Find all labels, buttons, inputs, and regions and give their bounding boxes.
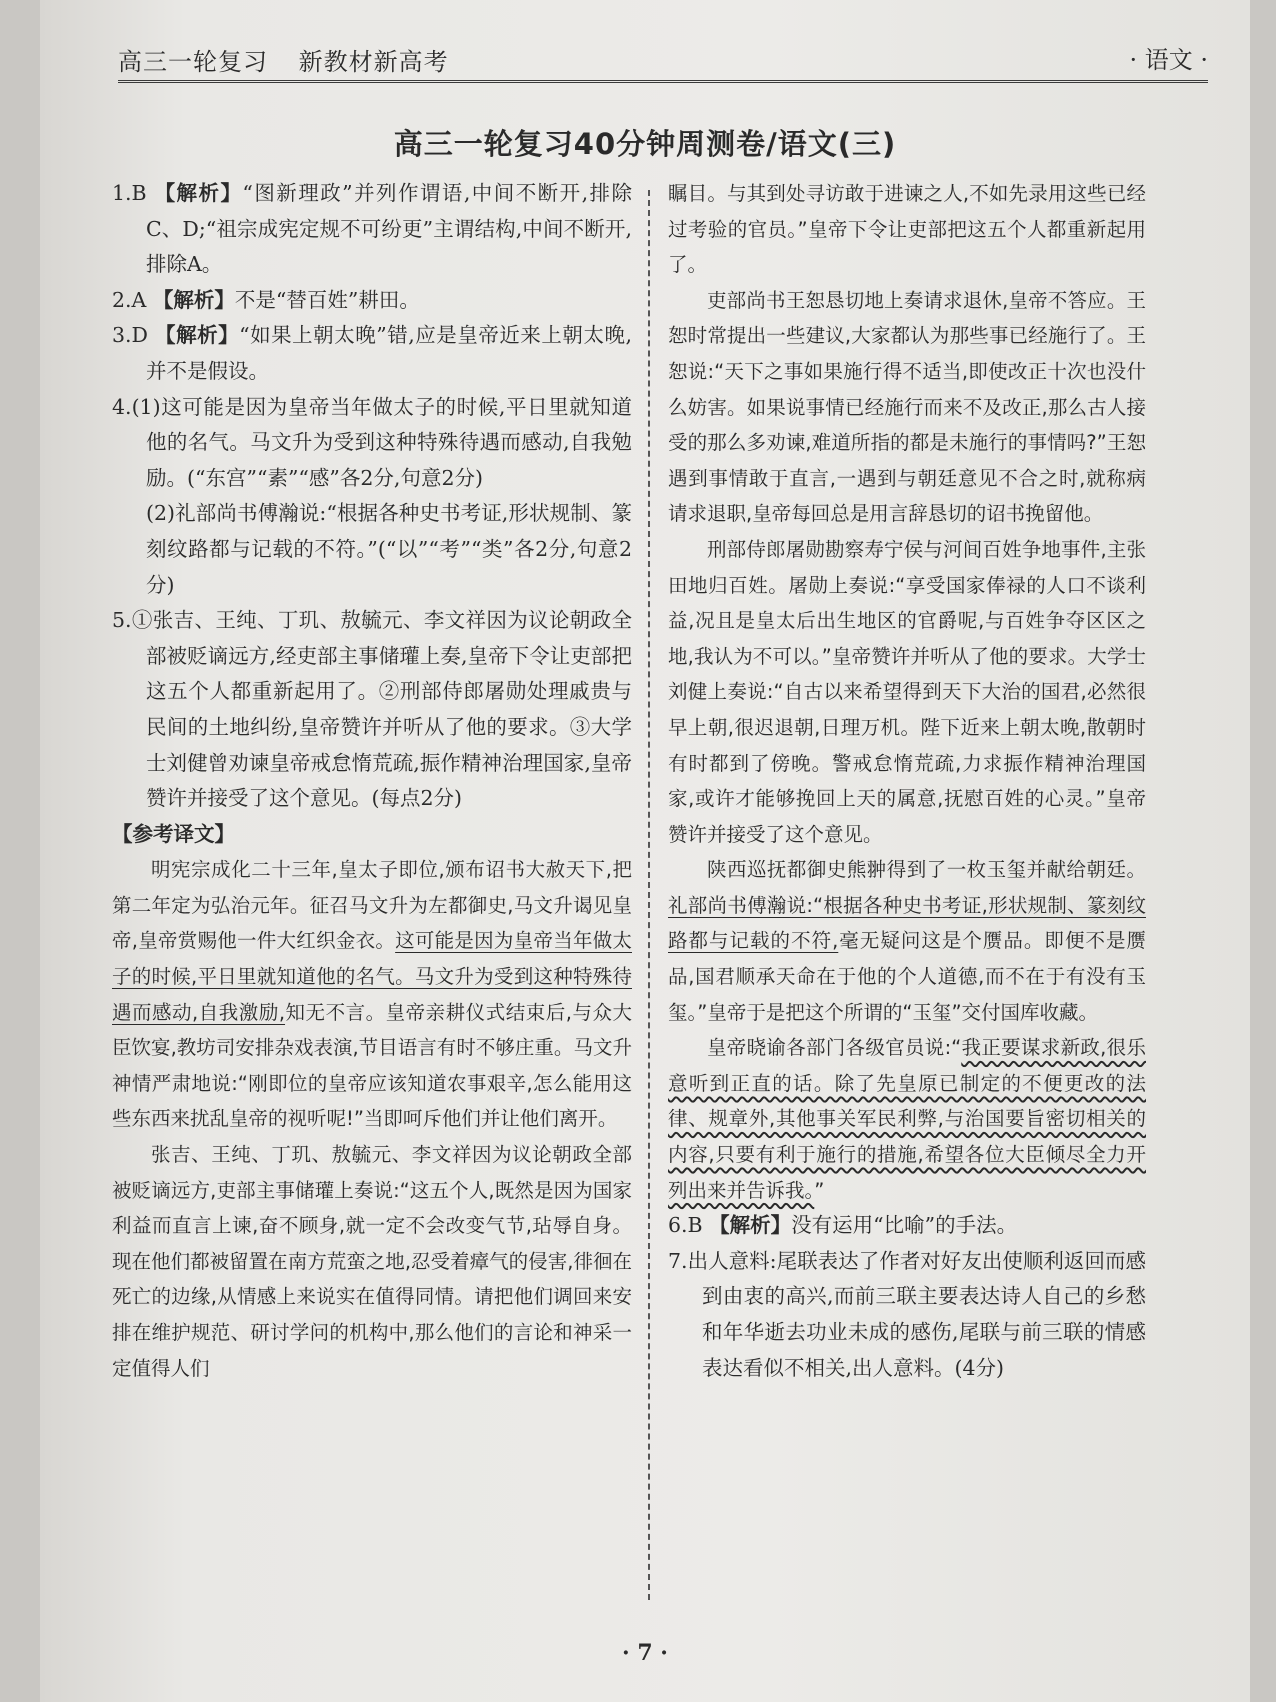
translation-text: 刑部侍郎屠勋勘察寿宁侯与河间百姓争地事件,主张田地归百姓。屠勋上奏说:“享受国家俸禄的人口不谈利益,况且是皇太后出生地区的官爵呢,与百姓争夺区区之地,我认为不可以。”皇帝赞许并听从了他的要求。大学士刘健上奏说:“自古以来希望得到天下大治的国君,必然很早上朝,很迟退朝,日理万机。陛下近来上朝太晚,散朝时有时都到了傍晚。警戒怠惰荒疏,力求振作精神治理国家,或许才能够挽回上天的属意,抚慰百姓的心灵。”皇帝赞许并接受了这个意见。 xyxy=(668,537,1146,846)
answer-text: “如果上朝太晚”错,应是皇帝近来上朝太晚,并不是假设。 xyxy=(146,323,632,383)
answer-text: (1)这可能是因为皇帝当年做太子的时候,平日里就知道他的名气。马文升为受到这种特殊待遇而感动,自我勉励。(“东宫”“素”“感”各2分,句意2分) xyxy=(131,394,632,490)
page-header xyxy=(118,42,1208,83)
translation-wavy-underlined: 我正要谋求新政,很乐意听到正直的话。除了先皇原已制定的不便更改的法律、规章外,其他事关军民利弊,与治国要旨密切相关的内容,只要有利于施行的措施,希望各位大臣倾尽全力开列出来并告诉我。 xyxy=(668,1036,1146,1202)
translation-text: 皇帝晓谕各部门各级官员说:“ xyxy=(707,1036,962,1060)
translation-paragraph xyxy=(668,176,1146,283)
answer-text: 不是“替百姓”耕田。 xyxy=(234,287,420,312)
answer-number: 1.B xyxy=(112,181,147,205)
answer-tag: 【解析】 xyxy=(152,287,235,312)
page-number: · 7 · xyxy=(622,1640,668,1666)
translation-text: 瞩目。与其到处寻访敢于进谏之人,不如先录用这些已经过考验的官员。”皇帝下令让吏部把这五个人都重新起用了。 xyxy=(668,182,1146,277)
answer-item xyxy=(112,176,632,283)
answer-tag: 【解析】 xyxy=(709,1213,792,1238)
page-title: 高三一轮复习40分钟周测卷/语文(三) xyxy=(393,127,897,161)
answer-text: “图新理政”并列作谓语,中间不断开,排除C、D;“祖宗成宪定规不可纷更”主谓结构,中间不断开,排除A。 xyxy=(146,181,632,277)
left-column xyxy=(112,176,632,1386)
translation-paragraph xyxy=(112,852,632,1137)
translation-text: 毫无疑问这是个赝品。即便不是赝品,国君顺承天命在于他的个人道德,而不在于有没有玉玺。”皇帝于是把这个所谓的“玉玺”交付国库收藏。 xyxy=(668,929,1146,1024)
answer-number: 3.D xyxy=(112,323,148,348)
answer-item-continued xyxy=(112,496,632,603)
header-series-title: 高三一轮复习 xyxy=(118,48,268,76)
translation-underlined: 礼部尚书傅瀚说:“根据各种史书考证,形状规制、篆刻纹路都与记载的不符, xyxy=(668,893,1146,953)
answer-text: 出人意料:尾联表达了作者对好友出使顺利返回而感到由衷的高兴,而前三联主要表达诗人自己的乡愁和年华逝去功业未成的感伤,尾联与前三联的情感表达看似不相关,出人意料。(4分) xyxy=(687,1248,1146,1380)
answer-number: 7. xyxy=(668,1248,688,1273)
answer-number: 5. xyxy=(112,608,132,633)
translation-text: 陕西巡抚都御史熊翀得到了一枚玉玺并献给朝廷。 xyxy=(707,858,1146,882)
answer-item xyxy=(112,390,632,497)
answer-number: 2.A xyxy=(112,287,147,312)
answer-number: 6.B xyxy=(668,1213,703,1238)
answer-tag: 【解析】 xyxy=(154,181,243,205)
answer-item xyxy=(112,318,632,389)
translation-text: ” xyxy=(814,1178,825,1202)
answer-item xyxy=(668,1208,1146,1244)
column-divider xyxy=(648,190,650,1600)
translation-paragraph xyxy=(668,1030,1146,1208)
document-page xyxy=(40,0,1250,1702)
answer-number: 4. xyxy=(112,394,132,419)
translation-text: 知无不言。皇帝亲耕仪式结束后,与众大臣饮宴,教坊司安排杂戏表演,节目语言有时不够庄重。马文升神情严肃地说:“刚即位的皇帝应该知道农事艰辛,怎么能用这些东西来扰乱皇帝的视听呢!”当即呵斥他们并让他们离开。 xyxy=(112,1000,632,1131)
translation-heading: 【参考译文】 xyxy=(112,821,235,846)
answer-text: (2)礼部尚书傅瀚说:“根据各种史书考证,形状规制、篆刻纹路都与记载的不符。”(“以”“考”“类”各2分,句意2分) xyxy=(146,501,632,597)
header-series-subtitle: 新教材新高考 xyxy=(298,48,449,76)
answer-text: 没有运用“比喻”的手法。 xyxy=(791,1213,1018,1238)
translation-paragraph xyxy=(668,852,1146,1030)
translation-text: 张吉、王纯、丁玑、敖毓元、李文祥因为议论朝政全部被贬谪远方,吏部主事储瓘上奏说:“这五个人,既然是因为国家利益而直言上谏,奋不顾身,就一定不会改变气节,玷辱自身。现在他们都被留置在南方荒蛮之地,忍受着瘴气的侵害,徘徊在死亡的边缘,从情感上来说实在值得同情。请把他们调回来安排在维护规范、研讨学问的机构中,那么他们的言论和神采一定值得人们 xyxy=(112,1143,632,1380)
right-column xyxy=(668,176,1146,1386)
answer-item xyxy=(668,1244,1146,1386)
answer-tag: 【解析】 xyxy=(155,323,240,348)
translation-paragraph xyxy=(112,1137,632,1386)
translation-text: 吏部尚书王恕恳切地上奏请求退休,皇帝不答应。王恕时常提出一些建议,大家都认为那些事已经施行了。王恕说:“天下之事如果施行得不适当,即使改正十次也没什么妨害。如果说事情已经施行而来不及改正,那么古人接受的那么多劝谏,难道所指的都是未施行的事情吗?”王恕遇到事情敢于直言,一遇到与朝廷意见不合之时,就称病请求退职,皇帝每回总是用言辞恳切的诏书挽留他。 xyxy=(668,288,1146,526)
translation-paragraph xyxy=(668,532,1146,852)
translation-text: 明宪宗成化二十三年,皇太子即位,颁布诏书大赦天下,把第二年定为弘治元年。征召马文升为左都御史,马文升谒见皇帝,皇帝赏赐他一件大红织金衣。 xyxy=(112,858,632,953)
header-series xyxy=(118,42,471,77)
translation-underlined: 这可能是因为皇帝当年做太子的时候,平日里就知道他的名气。马文升为受到这种特殊待遇而感动,自我激励, xyxy=(112,929,632,1024)
answer-text: ①张吉、王纯、丁玑、敖毓元、李文祥因为议论朝政全部被贬谪远方,经吏部主事储瓘上奏,皇帝下令让吏部把这五个人都重新起用了。②刑部侍郎屠勋处理戚贵与民间的土地纠纷,皇帝赞许并听从了他的要求。③大学士刘健曾劝谏皇帝戒怠惰荒疏,振作精神治理国家,皇帝赞许并接受了这个意见。(每点2分) xyxy=(131,608,632,811)
answer-item xyxy=(112,603,632,817)
translation-paragraph xyxy=(668,283,1146,532)
header-subject: · 语文 · xyxy=(1129,46,1208,74)
answer-item xyxy=(112,283,632,319)
